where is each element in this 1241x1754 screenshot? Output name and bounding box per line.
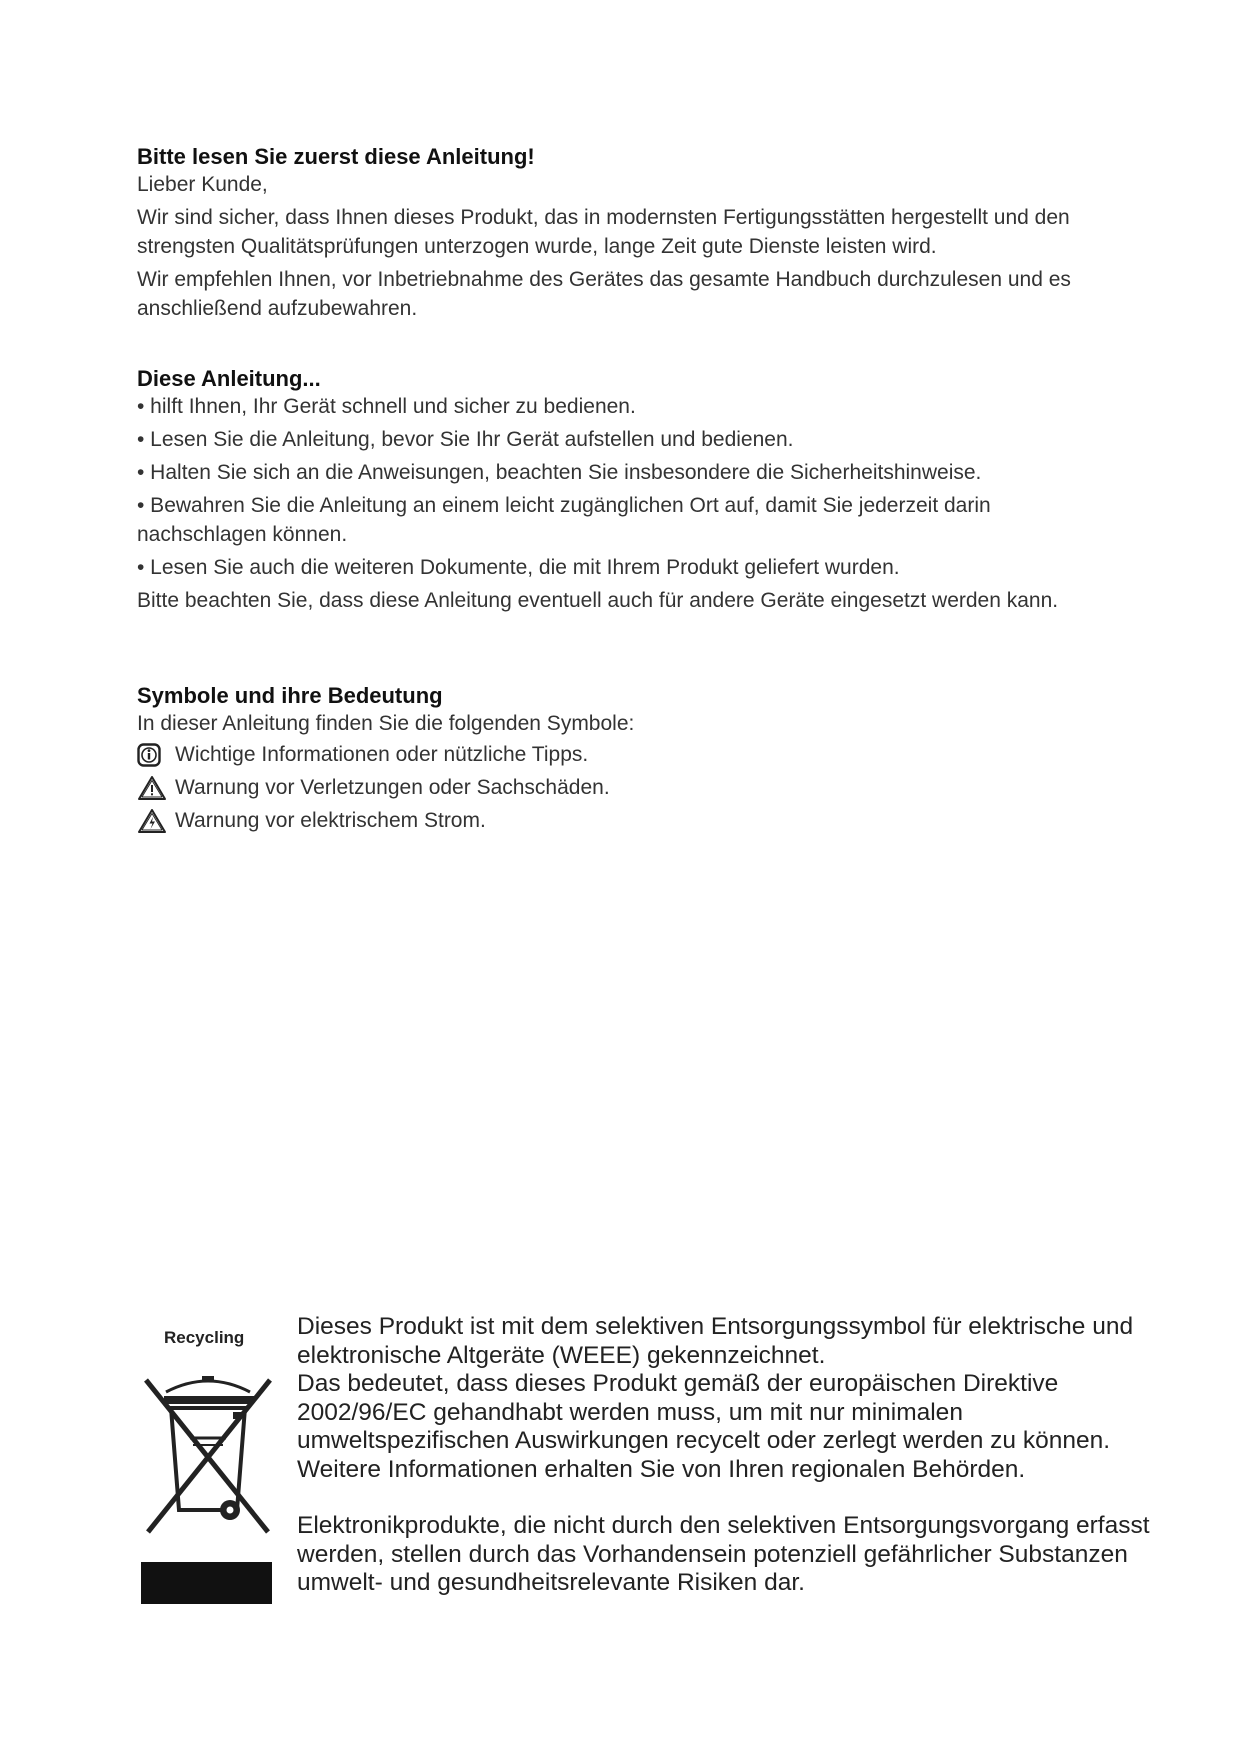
manual-bullet: • Bewahren Sie die Anleitung an einem leicht zugänglichen Ort auf, damit Sie jederzeit darin nachschlagen können. [137, 494, 991, 546]
weee-bar [141, 1562, 272, 1604]
intro-greeting: Lieber Kunde, [137, 173, 268, 196]
manual-note: Bitte beachten Sie, dass diese Anleitung eventuell auch für andere Geräte eingesetzt werden kann. [137, 589, 1059, 612]
manual-bullet: • hilft Ihnen, Ihr Gerät schnell und sicher zu bedienen. [137, 395, 636, 418]
symbol-text: Warnung vor elektrischem Strom. [175, 808, 486, 832]
recycling-paragraph: Dieses Produkt ist mit dem selektiven Entsorgungssymbol für elektrische und elektronische Altgeräte (WEEE) gekennzeichnet. [297, 1313, 1134, 1369]
symbol-row-info [137, 738, 1097, 771]
symbol-row-warning [137, 771, 1097, 804]
warning-icon [137, 775, 169, 801]
intro-heading: Bitte lesen Sie zuerst diese Anleitung! [137, 144, 535, 169]
symbols-intro: In dieser Anleitung finden Sie die folgenden Symbole: [137, 712, 635, 735]
recycling-paragraph: Das bedeutet, dass dieses Produkt gemäß der europäischen Direktive 2002/96/EC gehandhabt werden muss, um mit nur minimalen umweltspezifischen Auswirkungen recycelt oder zerlegt werden zu können. Weitere Informationen erhalten Sie von Ihren regionalen Behörden. [297, 1370, 1111, 1483]
weee-bin-icon [138, 1370, 278, 1550]
intro-section [137, 143, 1097, 323]
info-icon [137, 742, 169, 768]
manual-heading: Diese Anleitung... [137, 366, 321, 391]
symbol-text: Wichtige Informationen oder nützliche Tipps. [175, 742, 589, 766]
symbol-text: Warnung vor Verletzungen oder Sachschäden. [175, 775, 610, 799]
manual-bullet: • Lesen Sie die Anleitung, bevor Sie Ihr Gerät aufstellen und bedienen. [137, 428, 794, 451]
recycling-text [297, 1313, 1157, 1598]
symbol-row-electric [137, 804, 1097, 837]
intro-paragraph: Wir sind sicher, dass Ihnen dieses Produkt, das in modernsten Fertigungsstätten hergestellt und den strengsten Qualitätsprüfungen unterzogen wurde, lange Zeit gute Dienste leisten wird. [137, 206, 1070, 258]
symbols-section [137, 682, 1097, 837]
manual-bullet: • Lesen Sie auch die weiteren Dokumente, die mit Ihrem Produkt geliefert wurden. [137, 556, 900, 579]
electric-warning-icon [137, 808, 169, 834]
intro-paragraph: Wir empfehlen Ihnen, vor Inbetriebnahme des Gerätes das gesamte Handbuch durchzulesen und es anschließend aufzubewahren. [137, 268, 1071, 320]
recycling-paragraph: Elektronikprodukte, die nicht durch den selektiven Entsorgungsvorgang erfasst werden, stellen durch das Vorhandensein potenziell gefährlicher Substanzen umwelt- und gesundheitsrelevante Risiken dar. [297, 1512, 1150, 1596]
manual-section [137, 365, 1097, 615]
symbols-heading: Symbole und ihre Bedeutung [137, 683, 443, 708]
manual-bullet: • Halten Sie sich an die Anweisungen, beachten Sie insbesondere die Sicherheitshinweise. [137, 461, 982, 484]
recycling-label: Recycling [164, 1328, 245, 1347]
